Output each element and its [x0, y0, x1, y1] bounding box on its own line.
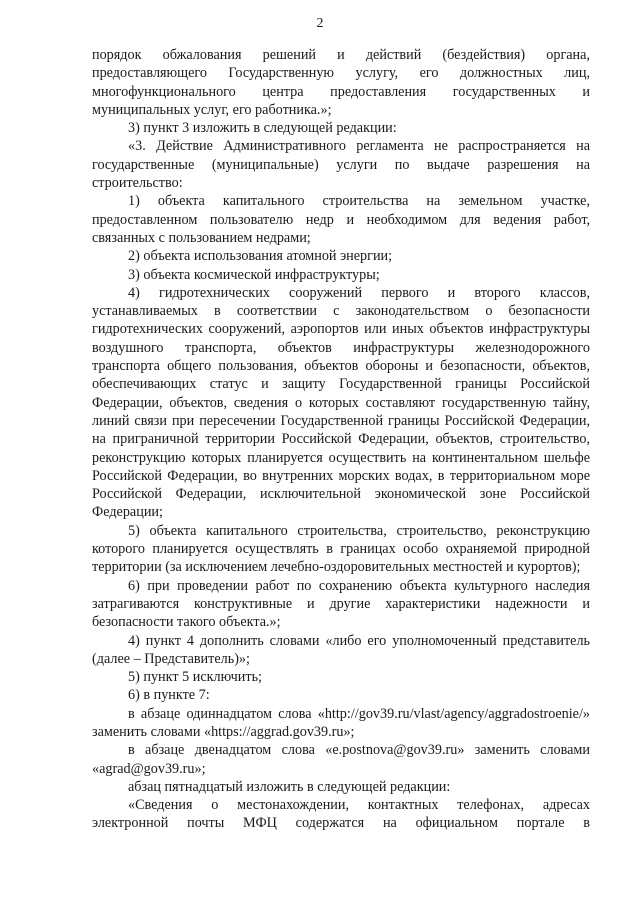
- paragraph-item-5: 5) пункт 5 исключить;: [128, 669, 262, 686]
- paragraph-subitem-4: 4) гидротехнических сооружений первого и второго классов, устанавливаемых в соответствии с законодательством о безопасности гидротехнических сооружений, аэропортов или иных объектов инфраструктуры воздушного транспорта, объектов инфраструктуры железнодорожного транспорта общего пользования, объектов обороны и безопасности, объектов, обеспечивающих статус и защиту Государственной границы Российской Федерации, объектов, сведения о которых составляют государственную тайну, линий связи при пересечении Государственной границы Российской Федерации, на приграничной территории Российской Федерации, объектов, строительство, реконструкцию которых планируется осуществить на континентальном шельфе Российской Федерации, во внутренних морских водах, в территориальном море Российской Федерации, исключительной экономической зоне Российской Федерации;: [92, 284, 590, 521]
- document-body: [92, 46, 590, 833]
- paragraph-item-4: 4) пункт 4 дополнить словами «либо его уполномоченный представитель (далее – Представитель)»;: [92, 632, 590, 667]
- paragraph-subitem-3: 3) объекта космической инфраструктуры;: [128, 266, 380, 283]
- paragraph-subitem-2: 2) объекта использования атомной энергии;: [128, 248, 393, 265]
- paragraph-mfc-info: «Сведения о местонахождении, контактных телефонах, адресах электронной почты МФЦ содержатся на официальном портале в: [92, 797, 590, 832]
- paragraph-clause-3: «3. Действие Административного регламента не распространяется на государственные (муниципальные) услуги по выдаче разрешения на строительство:: [92, 138, 590, 192]
- paragraph-item-6: 6) в пункте 7:: [128, 687, 210, 704]
- paragraph-subitem-6: 6) при проведении работ по сохранению объекта культурного наследия затрагиваются конструктивные и другие характеристики надежности и безопасности такого объекта.»;: [92, 577, 590, 631]
- paragraph-subitem-1: 1) объекта капитального строительства на земельном участке, предоставленном пользователю недр и необходимом для ведения работ, связанных с пользованием недрами;: [92, 193, 590, 246]
- paragraph-appeal-procedure: порядок обжалования решений и действий (бездействия) органа, предоставляющего Государственную услугу, его должностных лиц, многофункционального центра предоставления государственных и муниципальных услуг, его работника.»;: [92, 47, 590, 118]
- paragraph-item-3: 3) пункт 3 изложить в следующей редакции:: [128, 120, 397, 137]
- paragraph-abzac-15: абзац пятнадцатый изложить в следующей редакции:: [128, 778, 451, 795]
- paragraph-abzac-12: в абзаце двенадцатом слова «e.postnova@gov39.ru» заменить словами «agrad@gov39.ru»;: [92, 742, 590, 777]
- paragraph-subitem-5: 5) объекта капитального строительства, строительство, реконструкцию которого планируется осуществлять в границах особо охраняемой природной территории (за исключением лечебно-оздоровительных местностей и курортов);: [92, 522, 590, 576]
- page-number: 2: [316, 16, 324, 31]
- paragraph-abzac-11: в абзаце одиннадцатом слова «http://gov39.ru/vlast/agency/aggradostroenie/» заменить словами «https://aggrad.gov39.ru»;: [92, 705, 590, 740]
